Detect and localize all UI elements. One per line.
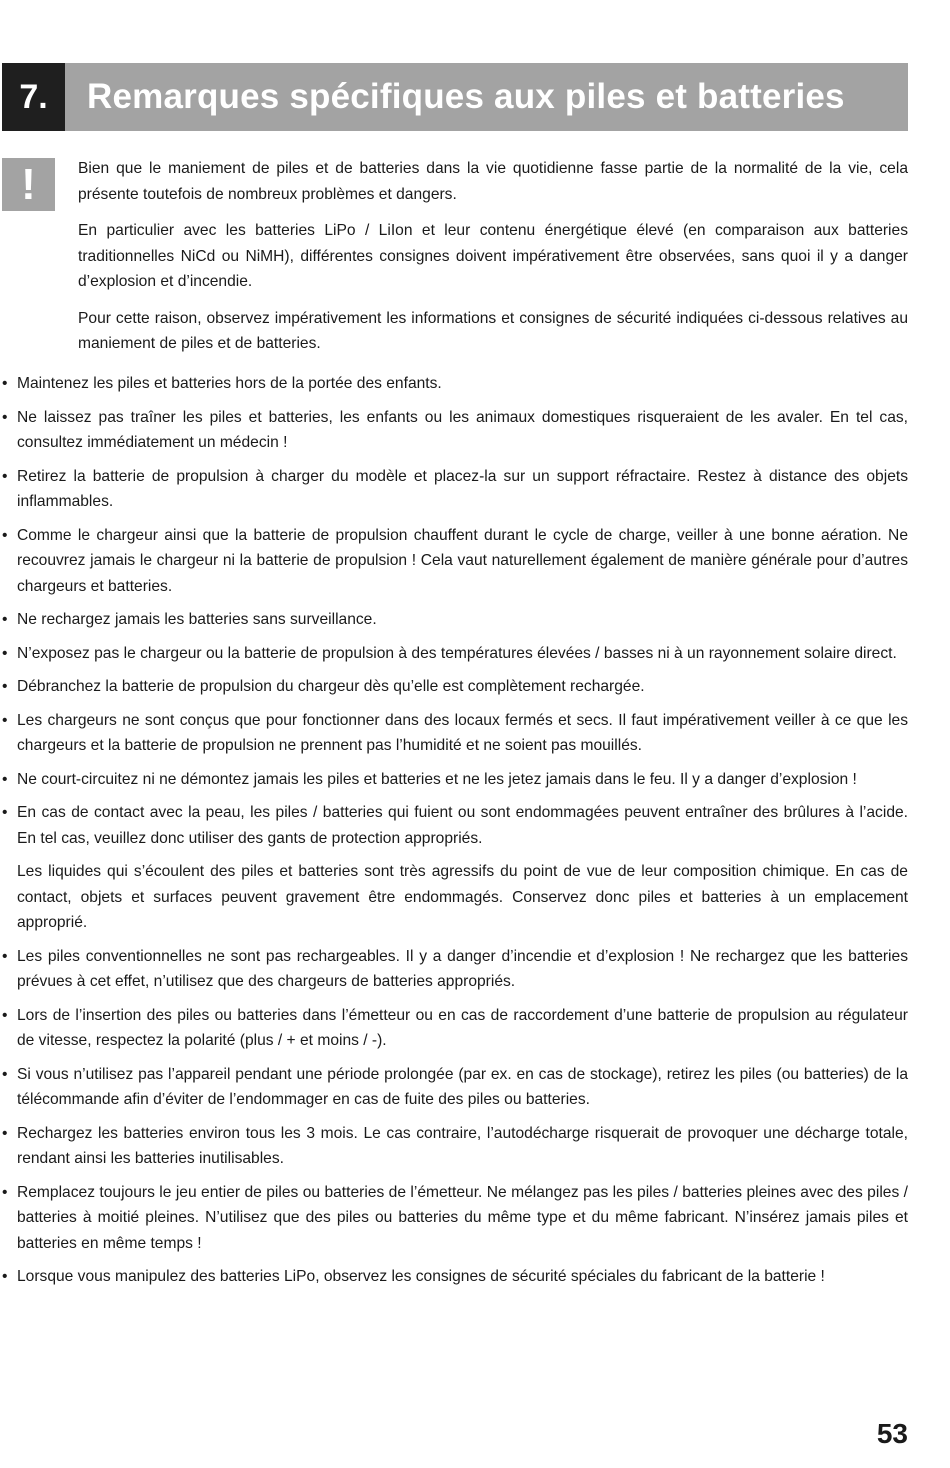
list-item-text: En cas de contact avec la peau, les piles / batteries qui fuient ou sont endommagées peuvent entraîner des brûlures à l’acide. En tel cas, veuillez donc utiliser des gants de protection appropriés. xyxy=(17,804,908,847)
list-item xyxy=(0,944,908,995)
list-item-text: Débranchez la batterie de propulsion du chargeur dès qu’elle est complètement rechargée. xyxy=(17,678,645,695)
intro-block xyxy=(78,156,908,368)
section-header xyxy=(2,63,908,131)
safety-list xyxy=(0,371,908,1298)
bullet-icon: • xyxy=(2,467,8,485)
bullet-icon: • xyxy=(2,1268,8,1285)
list-item xyxy=(0,607,908,633)
list-item xyxy=(0,674,908,700)
list-item xyxy=(0,405,908,456)
list-item-text: Maintenez les piles et batteries hors de la portée des enfants. xyxy=(17,375,442,392)
list-item-text: Comme le chargeur ainsi que la batterie de propulsion chauffent durant le cycle de charge, veiller à une bonne aération. Ne recouvrez jamais le chargeur ni la batterie de propulsion ! Cela vaut naturellement également de manière générale pour d’autres chargeurs et batteries. xyxy=(17,526,908,595)
list-item xyxy=(0,800,908,936)
list-item xyxy=(0,641,908,667)
bullet-icon: • xyxy=(2,1065,8,1083)
bullet-icon: • xyxy=(2,678,8,695)
list-item xyxy=(0,464,908,515)
list-item xyxy=(0,1264,908,1290)
list-item xyxy=(0,767,908,793)
warning-icon: ! xyxy=(2,158,55,211)
list-item-text: Ne rechargez jamais les batteries sans surveillance. xyxy=(17,611,377,628)
bullet-icon: • xyxy=(2,375,8,392)
section-number: 7. xyxy=(2,63,65,131)
bullet-icon: • xyxy=(2,526,8,544)
bullet-icon: • xyxy=(2,611,8,628)
list-item-text: Les piles conventionnelles ne sont pas rechargeables. Il y a danger d’incendie et d’explosion ! Ne rechargez que les batteries prévues à cet effet, n’utilisez que des chargeurs de batteries appropriés. xyxy=(17,947,908,990)
bullet-icon: • xyxy=(2,408,8,426)
list-item xyxy=(0,1180,908,1257)
intro-paragraph: Pour cette raison, observez impérativement les informations et consignes de sécurité indiquées ci-dessous relatives au maniement de piles et de batteries. xyxy=(78,309,908,352)
list-item-text: Rechargez les batteries environ tous les 3 mois. Le cas contraire, l’autodécharge risquerait de provoquer une décharge totale, rendant ainsi les batteries inutilisables. xyxy=(17,1124,908,1167)
list-item-text: Retirez la batterie de propulsion à charger du modèle et placez-la sur un support réfractaire. Restez à distance des objets inflammables. xyxy=(17,467,908,510)
list-item-text: Ne laissez pas traîner les piles et batteries, les enfants ou les animaux domestiques risqueraient de les avaler. En tel cas, consultez immédiatement un médecin ! xyxy=(17,408,908,451)
page-number: 53 xyxy=(876,1418,908,1449)
intro-paragraph: En particulier avec les batteries LiPo / LiIon et leur contenu énergétique élevé (en comparaison aux batteries traditionnelles NiCd ou NiMH), différentes consignes doivent impérativement être observées, sans quoi il y a danger d’explosion et d’incendie. xyxy=(78,222,908,290)
bullet-icon: • xyxy=(2,1006,8,1024)
list-item-continuation: Les liquides qui s’écoulent des piles et batteries sont très agressifs du point de vue de leur composition chimique. En cas de contact, objets et surfaces peuvent gravement être endommagés. Conservez donc piles et batteries à un emplacement approprié. xyxy=(17,863,908,931)
list-item-text: N’exposez pas le chargeur ou la batterie de propulsion à des températures élevées / basses ni à un rayonnement solaire direct. xyxy=(17,644,897,662)
list-item-text: Remplacez toujours le jeu entier de piles ou batteries de l’émetteur. Ne mélangez pas les piles / batteries pleines avec des piles / batteries à moitié pleines. N’utilisez que des piles ou batteries du même type et du même fabricant. N’insérez jamais piles et batteries en même temps ! xyxy=(17,1183,908,1252)
bullet-icon: • xyxy=(2,711,8,729)
bullet-icon: • xyxy=(2,947,8,965)
bullet-icon: • xyxy=(2,644,8,662)
bullet-icon: • xyxy=(2,804,8,821)
list-item-text: Si vous n’utilisez pas l’appareil pendant une période prolongée (par ex. en cas de stockage), retirez les piles (ou batteries) de la télécommande afin d’éviter de l’endommager en cas de fuite des piles ou batteries. xyxy=(17,1065,908,1108)
list-item xyxy=(0,371,908,397)
intro-paragraph: Bien que le maniement de piles et de batteries dans la vie quotidienne fasse partie de la normalité de la vie, cela présente toutefois de nombreux problèmes et dangers. xyxy=(78,160,908,203)
list-item xyxy=(0,1121,908,1172)
list-item xyxy=(0,1062,908,1113)
list-item xyxy=(0,523,908,600)
bullet-icon: • xyxy=(2,1183,8,1201)
section-title: Remarques spécifiques aux piles et batteries xyxy=(65,63,908,131)
list-item-text: Les chargeurs ne sont conçus que pour fonctionner dans des locaux fermés et secs. Il faut impérativement veiller à ce que les chargeurs et la batterie de propulsion ne prennent pas l’humidité et ne soient pas mouillés. xyxy=(17,711,908,754)
bullet-icon: • xyxy=(2,770,8,788)
list-item xyxy=(0,708,908,759)
bullet-icon: • xyxy=(2,1124,8,1142)
list-item-text: Lorsque vous manipulez des batteries LiPo, observez les consignes de sécurité spéciales du fabricant de la batterie ! xyxy=(17,1268,825,1285)
list-item-text: Ne court-circuitez ni ne démontez jamais les piles et batteries et ne les jetez jamais dans le feu. Il y a danger d’explosion ! xyxy=(17,770,857,788)
list-item xyxy=(0,1003,908,1054)
list-item-text: Lors de l’insertion des piles ou batteries dans l’émetteur ou en cas de raccordement d’une batterie de propulsion au régulateur de vitesse, respectez la polarité (plus / + et moins / -). xyxy=(17,1006,908,1049)
